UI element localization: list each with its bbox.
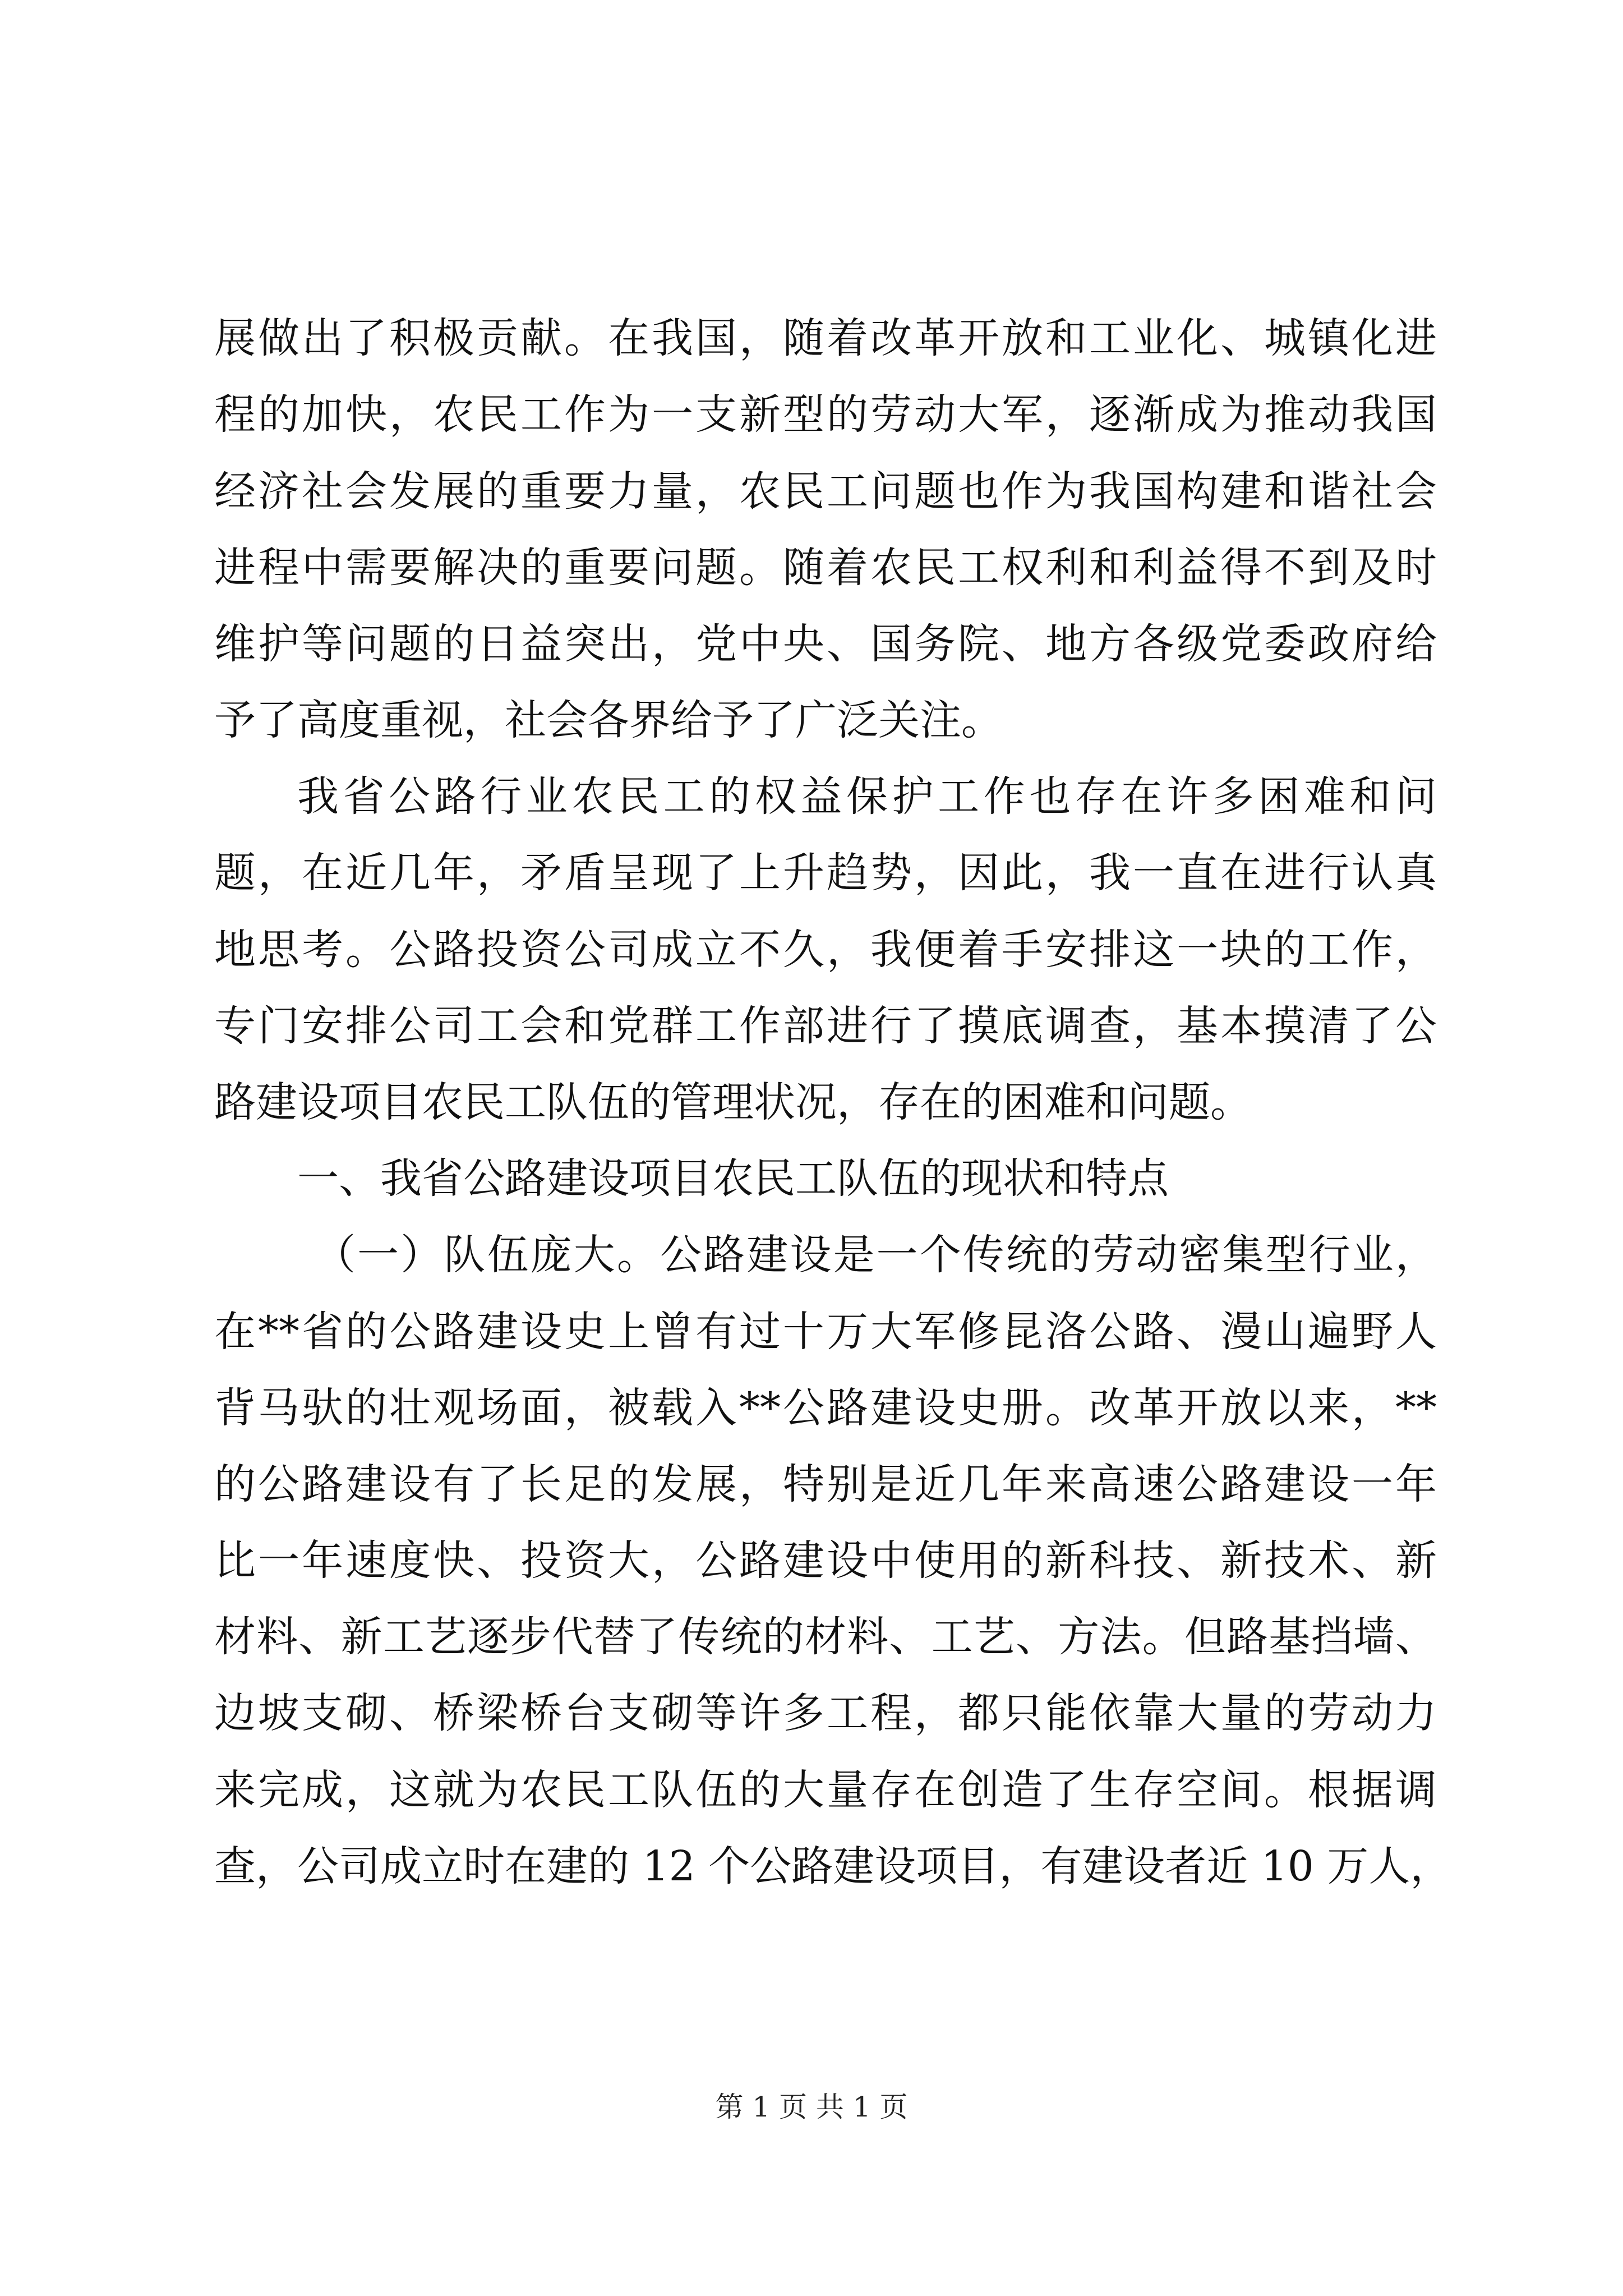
paragraph-line: 维护等问题的日益突出，党中央、国务院、地方各级党委政府给 bbox=[214, 620, 1437, 668]
paragraph-line: 材料、新工艺逐步代替了传统的材料、工艺、方法。但路基挡墙、 bbox=[214, 1613, 1437, 1661]
section-heading: 一、我省公路建设项目农民工队伍的现状和特点 bbox=[297, 1154, 1169, 1203]
paragraph-line: 的公路建设有了长足的发展，特别是近几年来高速公路建设一年 bbox=[214, 1460, 1437, 1508]
paragraph-line: 背马驮的壮观场面，被载入**公路建设史册。改革开放以来，** bbox=[214, 1384, 1437, 1432]
paragraph-line: 题，在近几年，矛盾呈现了上升趋势，因此，我一直在进行认真 bbox=[214, 849, 1437, 897]
paragraph-line: 地思考。公路投资公司成立不久，我便着手安排这一块的工作， bbox=[214, 926, 1437, 974]
paragraph-line: 边坡支砌、桥梁桥台支砌等许多工程，都只能依靠大量的劳动力 bbox=[214, 1689, 1437, 1737]
page-footer: 第 1 页 共 1 页 bbox=[715, 2091, 908, 2123]
paragraph-line: 在**省的公路建设史上曾有过十万大军修昆洛公路、漫山遍野人 bbox=[214, 1308, 1437, 1356]
paragraph-line: （一）队伍庞大。公路建设是一个传统的劳动密集型行业， bbox=[314, 1231, 1437, 1279]
paragraph-line: 经济社会发展的重要力量，农民工问题也作为我国构建和谐社会 bbox=[214, 467, 1437, 516]
paragraph-line: 进程中需要解决的重要问题。随着农民工权利和利益得不到及时 bbox=[214, 544, 1437, 592]
paragraph-line: 予了高度重视，社会各界给予了广泛关注。 bbox=[214, 696, 1003, 744]
paragraph-line: 路建设项目农民工队伍的管理状况，存在的困难和问题。 bbox=[214, 1078, 1252, 1126]
paragraph-line: 展做出了积极贡献。在我国，随着改革开放和工业化、城镇化进 bbox=[214, 314, 1437, 362]
paragraph-line: 比一年速度快、投资大，公路建设中使用的新科技、新技术、新 bbox=[214, 1536, 1437, 1585]
paragraph-line: 来完成，这就为农民工队伍的大量存在创造了生存空间。根据调 bbox=[214, 1766, 1437, 1814]
paragraph-line: 专门安排公司工会和党群工作部进行了摸底调查，基本摸清了公 bbox=[214, 1002, 1437, 1050]
paragraph-line: 查，公司成立时在建的 12 个公路建设项目，有建设者近 10 万人， bbox=[214, 1842, 1452, 1890]
paragraph-line: 我省公路行业农民工的权益保护工作也存在许多困难和问 bbox=[297, 772, 1437, 821]
paragraph-line: 程的加快，农民工作为一支新型的劳动大军，逐渐成为推动我国 bbox=[214, 390, 1437, 439]
